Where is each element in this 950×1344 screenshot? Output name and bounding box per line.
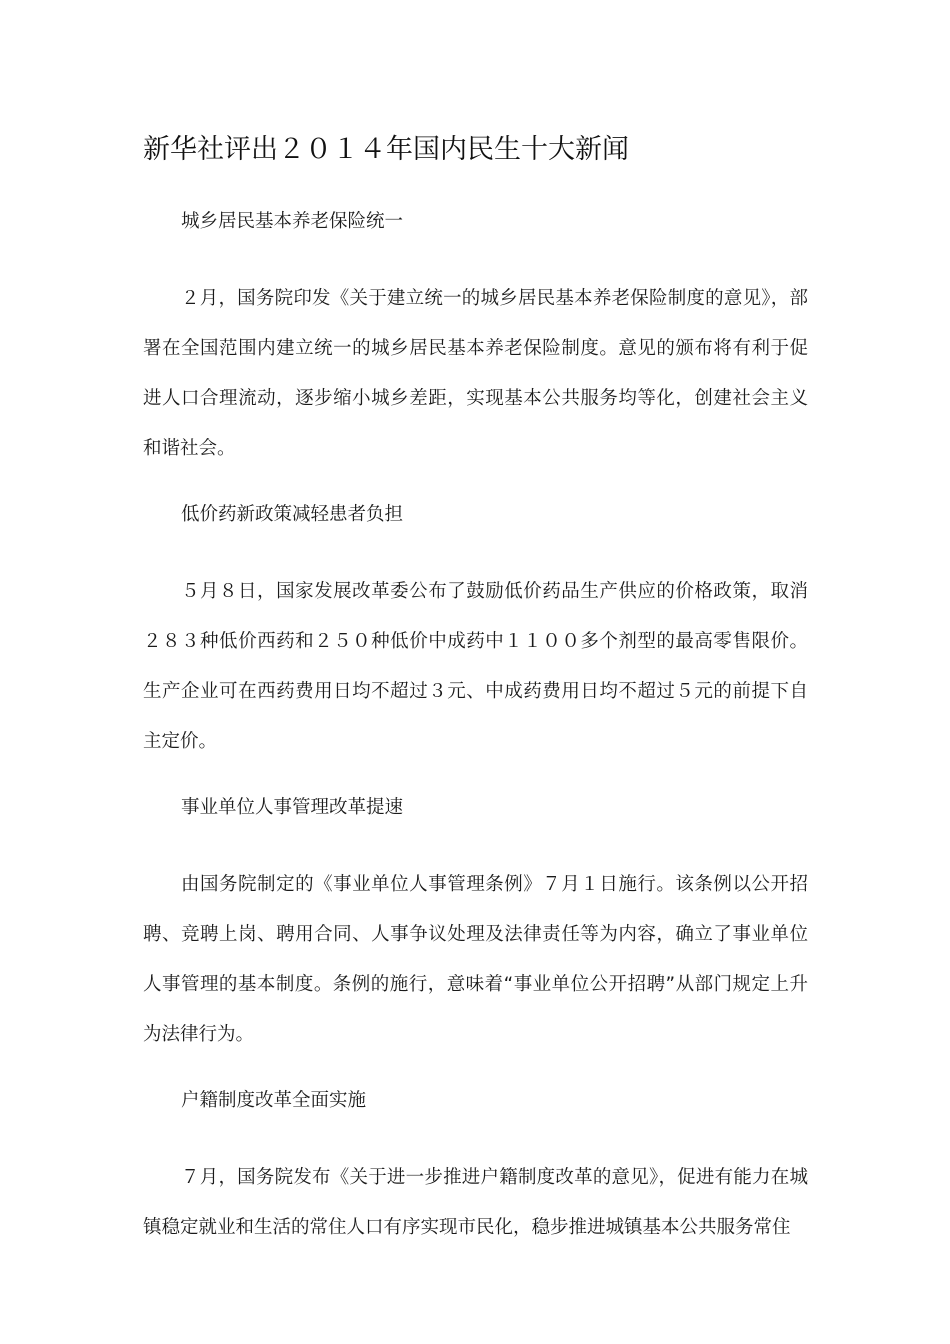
section-heading-personnel-reform: 事业单位人事管理改革提速: [181, 797, 404, 818]
section-paragraph-household-registration: ７月，国务院发布《关于进一步推进户籍制度改革的意见》，促进有能力在城镇稳定就业和生活的常住人口有序实现市民化，稳步推进城镇基本公共服务常住: [143, 1167, 808, 1238]
document-body: [143, 203, 808, 1253]
section-paragraph-low-price-drugs: ５月８日，国家发展改革委公布了鼓励低价药品生产供应的价格政策，取消２８３种低价西药和２５０种低价中成药中１１００多个剂型的最高零售限价。生产企业可在西药费用日均不超过３元、中成药费用日均不超过５元的前提下自主定价。: [143, 581, 808, 752]
section-heading-pension: 城乡居民基本养老保险统一: [181, 211, 404, 232]
document-title: 新华社评出２０１４年国内民生十大新闻: [143, 134, 629, 165]
section-paragraph-personnel-reform: 由国务院制定的《事业单位人事管理条例》７月１日施行。该条例以公开招聘、竞聘上岗、聘用合同、人事争议处理及法律责任等为内容，确立了事业单位人事管理的基本制度。条例的施行，意味着“事业单位公开招聘”从部门规定上升为法律行为。: [143, 874, 808, 1045]
section-heading-low-price-drugs: 低价药新政策减轻患者负担: [181, 504, 404, 525]
section-heading-household-registration: 户籍制度改革全面实施: [181, 1090, 367, 1111]
section-paragraph-pension: ２月，国务院印发《关于建立统一的城乡居民基本养老保险制度的意见》，部署在全国范围内建立统一的城乡居民基本养老保险制度。意见的颁布将有利于促进人口合理流动，逐步缩小城乡差距，实现基本公共服务均等化，创建社会主义和谐社会。: [143, 288, 808, 459]
